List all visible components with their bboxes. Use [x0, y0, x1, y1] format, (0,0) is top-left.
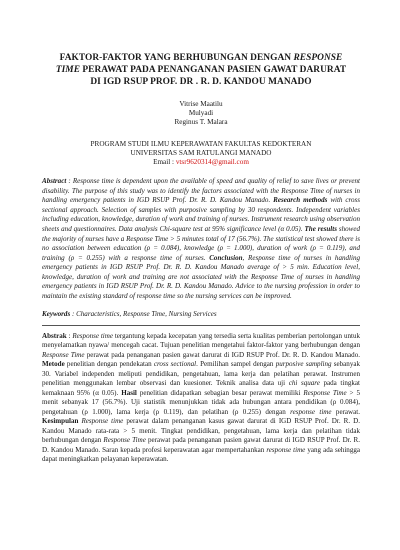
keywords-text: : Characteristics, Response Time, Nursing Services	[71, 310, 217, 319]
abstract-indonesian	[42, 332, 360, 465]
abstrak-text: penelitian didapatkan sebagian besar perawat memiliki	[136, 388, 304, 397]
affiliation-line-2: UNIVERSITAS SAM RATULANGI MANADO	[130, 148, 272, 157]
abstract-text: with cross sectional approach. Selection of samples with purposive sampling by 30 respondents. Independent variables including education, knowledge, duration of work and training of nurses. Instrument research using observation sheets and questionnaires. Data analysis Chi-square test at 95% significance level (α 0.05).	[42, 196, 360, 233]
abstrak-italic: Response Time	[303, 388, 347, 397]
abstrak-italic: Response time	[72, 331, 113, 340]
abstrak-text: :	[68, 331, 73, 340]
abstrak-text: . Pemilihan sampel dengan	[196, 360, 276, 369]
abstract-text: : Response time is dependent upon the available of speed and quality of relief to save lives or prevent disability. The purpose of this study was to identify the factors associated with the Response Time of nurses in handling emergency patients in IGD RSUP Prof. Dr. R. D. Kandou Manado.	[42, 177, 360, 205]
keywords	[42, 310, 360, 320]
abstrak-italic: response time	[290, 407, 332, 416]
title-italic-time: TIME	[55, 65, 80, 75]
abstrak-text: > 5 menit sebanyak 17 (56.7%). Uji statistik menunjukkan tidak ada hubungan antara pendidikan (ρ 0.084), pengetahuan (ρ 1.000), lama kerja (ρ 0.119), dan pelatihan (ρ 0.255) dengan	[42, 388, 360, 416]
metode-label: Metode	[42, 360, 65, 369]
abstract-text: , Response time of nurses in handling emergency patients in IGD RSUP Prof. Dr. R. D. Kandou Manado average of > 5 min. Education level, knowledge, duration of work and training are not associated with the Response Time of nurses in handling emergency patients in IGD RSUP Prof. Dr. R. D. Kandou Manado. Advice to the nursing profession in order to maintain the existing standard of response time so the nursing services can be improved.	[42, 253, 360, 300]
divider	[42, 325, 360, 326]
abstract-english	[42, 177, 360, 301]
results-label: The results	[304, 224, 337, 233]
abstrak-italic: Response Time	[103, 436, 146, 445]
abstrak-text: tergantung kepada kecepatan yang tersedia serta kualitas pemberian pertolongan untuk menyelamatkan nyawa/ mencegah cacat. Tujuan penelitian mengetahui faktor-faktor yang berhubungan dengan	[42, 331, 360, 350]
abstrak-text: pada tingkat kemaknaan 95% (α 0.05).	[42, 379, 360, 397]
abstrak-label: Abstrak	[42, 331, 67, 340]
abstrak-text: perawat.	[331, 407, 360, 416]
abstract-text: showed the majority of nurses have a Response Time > 5 minutes total of 17 (56.7%). The statistical test showed there is no association between education (ρ = 0.084), knowledge (ρ = 1.000), duration of work (ρ = 0.119), and training (ρ = 0.255) with a response time of nurses.	[42, 224, 361, 262]
title-line-2: PERAWAT PADA PENANGANAN PASIEN GAWAT DARURAT	[82, 65, 347, 75]
title-italic-response: RESPONSE	[293, 53, 343, 63]
abstrak-text: sebanyak 30. Variabel independen meliputi pendidikan, pengetahuan, lama kerja dan pelatihan perawat. Instrumen penelitian menggunakan lembar observasi dan kuesioner. Teknik analisa data uji	[42, 360, 360, 388]
abstrak-text: yang ada sehingga dapat meningkatkan pelayanan keperawatan.	[42, 445, 361, 464]
abstrak-italic: cross sectional	[153, 360, 197, 369]
title-line-3: DI IGD RSUP PROF. DR . R. D. KANDOU MANADO	[90, 77, 312, 87]
abstrak-italic: Response Time	[42, 350, 85, 359]
email-link[interactable]: vtsr9620314@gmail.com	[175, 158, 249, 167]
abstrak-italic: Response time	[81, 417, 124, 426]
author-name: Mulyadi	[188, 109, 214, 118]
paper-title	[42, 52, 360, 88]
abstrak-italic: chi square	[288, 379, 320, 388]
author-name: Vitrise Maatilu	[179, 100, 223, 108]
hasil-label: Hasil	[121, 388, 137, 397]
abstrak-text: perawat pada penanganan pasien gawat darurat di IGD RSUP Prof. Dr. R. D. Kandou Manado.	[84, 350, 360, 359]
keywords-label: Keywords	[42, 310, 71, 319]
abstrak-italic: purposive sampling	[275, 360, 332, 369]
abstrak-text: penelitian dengan pendekatan	[64, 360, 154, 369]
title-line-1: FAKTOR-FAKTOR YANG BERHUBUNGAN DENGAN	[59, 53, 292, 63]
affiliation-line-1: PROGRAM STUDI ILMU KEPERAWATAN FAKULTAS KEDOKTERAN	[90, 139, 312, 148]
abstract-label: Abstract	[42, 177, 67, 186]
abstrak-text: perawat dalam penanganan kasus gawat darurat di IGD RSUP Prof. Dr. R. D. Kandou Manado rata-rata > 5 menit. Tingkat pendidikan, pengetahuan, lama kerja dan pelatihan tidak berhubungan dengan	[42, 417, 361, 445]
affiliation	[42, 140, 360, 168]
kesimpulan-label: Kesimpulan	[42, 417, 79, 426]
methods-label: Research methods	[273, 196, 328, 205]
email-label: Email :	[153, 158, 176, 167]
author-name: Reginus T. Malara	[174, 118, 228, 127]
author-list	[42, 100, 360, 128]
conclusion-label: Conclusion	[209, 253, 243, 262]
abstrak-text: perawat pada penanganan pasien gawat darurat di IGD RSUP Prof. Dr. R. D. Kandou Manado. Saran kepada profesi keperawatan agar mempertahankan	[42, 436, 360, 454]
abstrak-italic: response time	[266, 445, 306, 454]
